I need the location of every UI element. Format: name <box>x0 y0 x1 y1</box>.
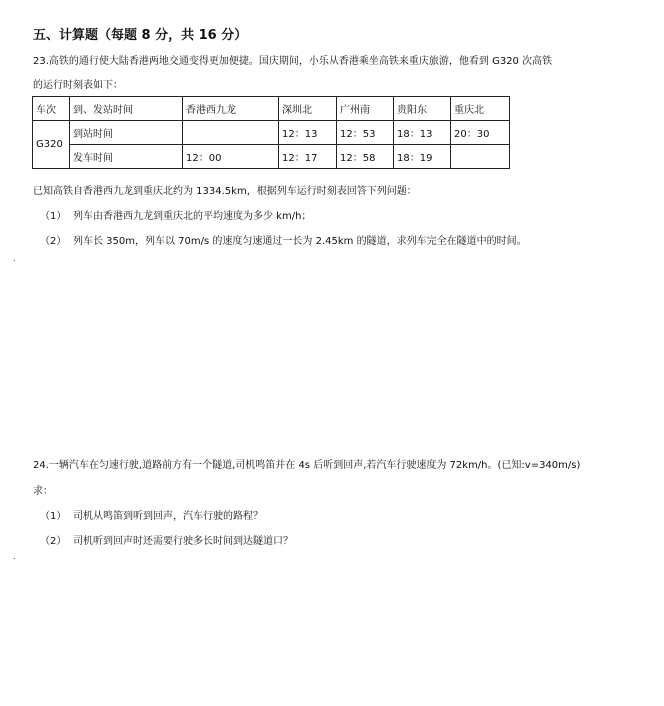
train-number-cell: G320 <box>33 121 70 169</box>
part-text: 列车长 350m，列车以 70m/s 的速度匀速通过一长为 2.45km 的隧道，求列车完全在隧道中的时间。 <box>73 236 527 247</box>
table-cell: 12：58 <box>337 145 394 169</box>
part-number: （1） <box>40 511 67 522</box>
header-station-shenzhen: 深圳北 <box>279 97 337 121</box>
part-number: （1） <box>40 211 67 222</box>
header-station-hk: 香港西九龙 <box>183 97 279 121</box>
table-cell: 12：13 <box>279 121 337 145</box>
q24-ask: 求： <box>33 486 53 497</box>
table-header-row <box>33 97 510 121</box>
table-cell: 12：17 <box>279 145 337 169</box>
table-row-arrival <box>33 121 510 145</box>
part-text: 列车由香港西九龙到重庆北的平均速度为多少 km/h； <box>73 211 312 222</box>
table-cell: 18：13 <box>394 121 451 145</box>
table-cell: 18：19 <box>394 145 451 169</box>
table-row-departure <box>33 145 510 169</box>
table-cell <box>451 145 510 169</box>
q24-text: 24.一辆汽车在匀速行驶,道路前方有一个隧道,司机鸣笛并在 4s 后听到回声,若汽车行驶速度为 72km/h。(已知:v=340m/s) <box>33 460 581 471</box>
table-cell: 12：00 <box>183 145 279 169</box>
table-cell: 20：30 <box>451 121 510 145</box>
margin-dot: . <box>13 254 16 263</box>
part-text: 司机从鸣笛到听到回声，汽车行驶的路程？ <box>73 511 263 522</box>
q23-intro: 23.高铁的通行使大陆香港两地交通变得更加便捷。国庆期间，小乐从香港乘坐高铁来重庆旅游，他看到 G320 次高铁 <box>33 56 553 67</box>
q23-part-1 <box>40 207 311 222</box>
q23-given: 已知高铁自香港西九龙到重庆北约为 1334.5km，根据列车运行时刻表回答下列问题： <box>33 186 417 197</box>
part-number: （2） <box>40 236 67 247</box>
header-train-no: 车次 <box>33 97 70 121</box>
row-label-arrival: 到站时间 <box>70 121 183 145</box>
header-station-guiyang: 贵阳东 <box>394 97 451 121</box>
header-station-guangzhou: 广州南 <box>337 97 394 121</box>
header-time-type: 到、发站时间 <box>70 97 183 121</box>
table-cell: 12：53 <box>337 121 394 145</box>
section-heading: 五、计算题（每题 8 分，共 16 分） <box>33 28 248 43</box>
q23-intro-continued: 的运行时刻表如下： <box>33 80 123 91</box>
timetable <box>32 96 510 169</box>
part-number: （2） <box>40 536 67 547</box>
margin-dot: . <box>13 552 16 561</box>
q24-part-2 <box>40 532 293 547</box>
part-text: 司机听到回声时还需要行驶多长时间到达隧道口？ <box>73 536 293 547</box>
header-station-chongqing: 重庆北 <box>451 97 510 121</box>
q24-part-1 <box>40 507 263 522</box>
row-label-departure: 发车时间 <box>70 145 183 169</box>
q23-part-2 <box>40 232 527 247</box>
table-cell <box>183 121 279 145</box>
